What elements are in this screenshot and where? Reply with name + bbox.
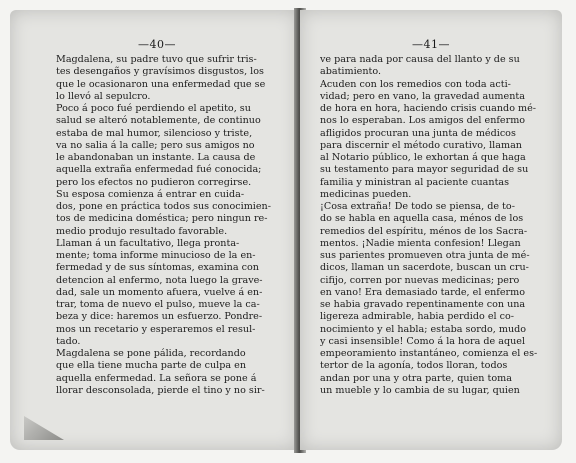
- text-line: mentos. ¡Nadie mienta confesion! Llegan: [320, 237, 521, 249]
- right-page-text: [320, 54, 542, 397]
- text-line: do se habla en aquella casa, ménos de los: [320, 213, 524, 225]
- text-line: cifijo, corren por nuevas medicinas; pero: [320, 274, 520, 286]
- folded-corner: [24, 416, 64, 440]
- text-line: Poco á poco fué perdiendo el apetito, su: [56, 103, 251, 114]
- text-line: mos un recetario y esperaremos el resul-: [56, 323, 256, 335]
- text-line: vidad; pero en vano, la gravedad aumenta: [320, 90, 525, 102]
- text-line: empeoramiento instantáneo, comienza el es-: [320, 348, 538, 359]
- page-number: —40—: [138, 38, 176, 51]
- page-number: —41—: [412, 38, 450, 51]
- text-line: detencion al enfermo, nota luego la grave-: [56, 274, 263, 286]
- text-line: que ella tiene mucha parte de culpa en: [56, 360, 247, 372]
- left-page: [10, 10, 298, 450]
- text-line: para discernir el método curativo, llaman: [320, 139, 522, 151]
- text-line: pero los efectos no pudieron corregirse.: [56, 176, 252, 188]
- left-page-text: [56, 54, 274, 397]
- text-line: dos, pone en práctica todos sus conocimien-: [56, 201, 271, 212]
- text-line: su testamento para mayor seguridad de su: [320, 164, 529, 176]
- text-line: sus parientes promueven otra junta de mé-: [320, 250, 530, 261]
- text-line: aquella extraña enfermedad fué conocida;: [56, 164, 262, 176]
- text-line: nos lo esperaban. Los amigos del enfermo: [320, 115, 526, 127]
- text-line: medio produjo resultado favorable.: [56, 225, 228, 237]
- text-line: andan por una y otra parte, quien toma: [320, 372, 512, 384]
- text-line: remedios del espíritu, ménos de los Sacra-: [320, 225, 528, 237]
- right-page: [300, 10, 562, 450]
- text-line: lo llevó al sepulcro.: [56, 90, 151, 102]
- text-line: Acuden con los remedios con toda acti-: [320, 78, 511, 90]
- text-line: de hora en hora, haciendo crisis cuando mé-: [320, 103, 537, 114]
- text-line: llorar desconsolada, pierde el tino y no sir-: [56, 384, 265, 396]
- text-line: nocimiento y el habla; estaba sordo, mudo: [320, 323, 527, 335]
- text-line: tado.: [56, 335, 81, 347]
- text-line: le abandonaban un instante. La causa de: [56, 152, 256, 163]
- text-line: Llaman á un facultativo, llega pronta-: [56, 237, 240, 249]
- text-line: trar, toma de nuevo el pulso, mueve la ca-: [56, 299, 260, 310]
- text-line: mente; toma informe minucioso de la en-: [56, 250, 256, 261]
- text-line: salud se alteró notablemente, de continuo: [56, 115, 261, 127]
- text-line: tes desengaños y gravísimos disgustos, los: [56, 66, 264, 78]
- text-line: afligidos procuran una junta de médicos: [320, 127, 516, 139]
- text-line: ligereza admirable, habia perdido el co-: [320, 311, 515, 323]
- text-line: ve para nada por causa del llanto y de su: [320, 54, 520, 65]
- text-line: aquella enfermedad. La señora se pone á: [56, 372, 257, 384]
- text-line: se habia gravado repentinamente con una: [320, 299, 526, 310]
- text-line: beza y dice: haremos un esfuerzo. Pondre-: [56, 311, 263, 323]
- text-line: ¡Cosa extraña! De todo se piensa, de to-: [320, 201, 515, 212]
- text-line: dicos, llaman un sacerdote, buscan un cru-: [320, 262, 529, 274]
- text-line: y casi insensible! Como á la hora de aquel: [320, 335, 526, 347]
- text-line: medicinas pueden.: [320, 188, 412, 200]
- text-line: al Notario público, le exhortan á que haga: [320, 152, 526, 163]
- text-line: que le ocasionaron una enfermedad que se: [56, 78, 266, 90]
- text-line: Magdalena se pone pálida, recordando: [56, 348, 246, 359]
- text-line: fermedad y de sus síntomas, examina con: [56, 262, 259, 274]
- text-line: abatimiento.: [320, 66, 382, 78]
- text-line: va no salia á la calle; pero sus amigos no: [56, 139, 255, 151]
- text-line: estaba de mal humor, silencioso y triste,: [56, 127, 253, 139]
- text-line: Magdalena, su padre tuvo que sufrir tris-: [56, 54, 257, 65]
- text-line: dad, sale un momento afuera, vuelve á en-: [56, 286, 263, 298]
- text-line: tertor de la agonía, todos lloran, todos: [320, 360, 508, 372]
- text-line: en vano! Era demasiado tarde, el enfermo: [320, 286, 525, 298]
- text-line: tos de medicina doméstica; pero ningun re-: [56, 213, 268, 225]
- text-line: un mueble y lo cambia de su lugar, quien: [320, 384, 520, 396]
- text-line: familia y ministran al paciente cuantas: [320, 176, 510, 188]
- text-line: Su esposa comienza á entrar en cuida-: [56, 188, 245, 200]
